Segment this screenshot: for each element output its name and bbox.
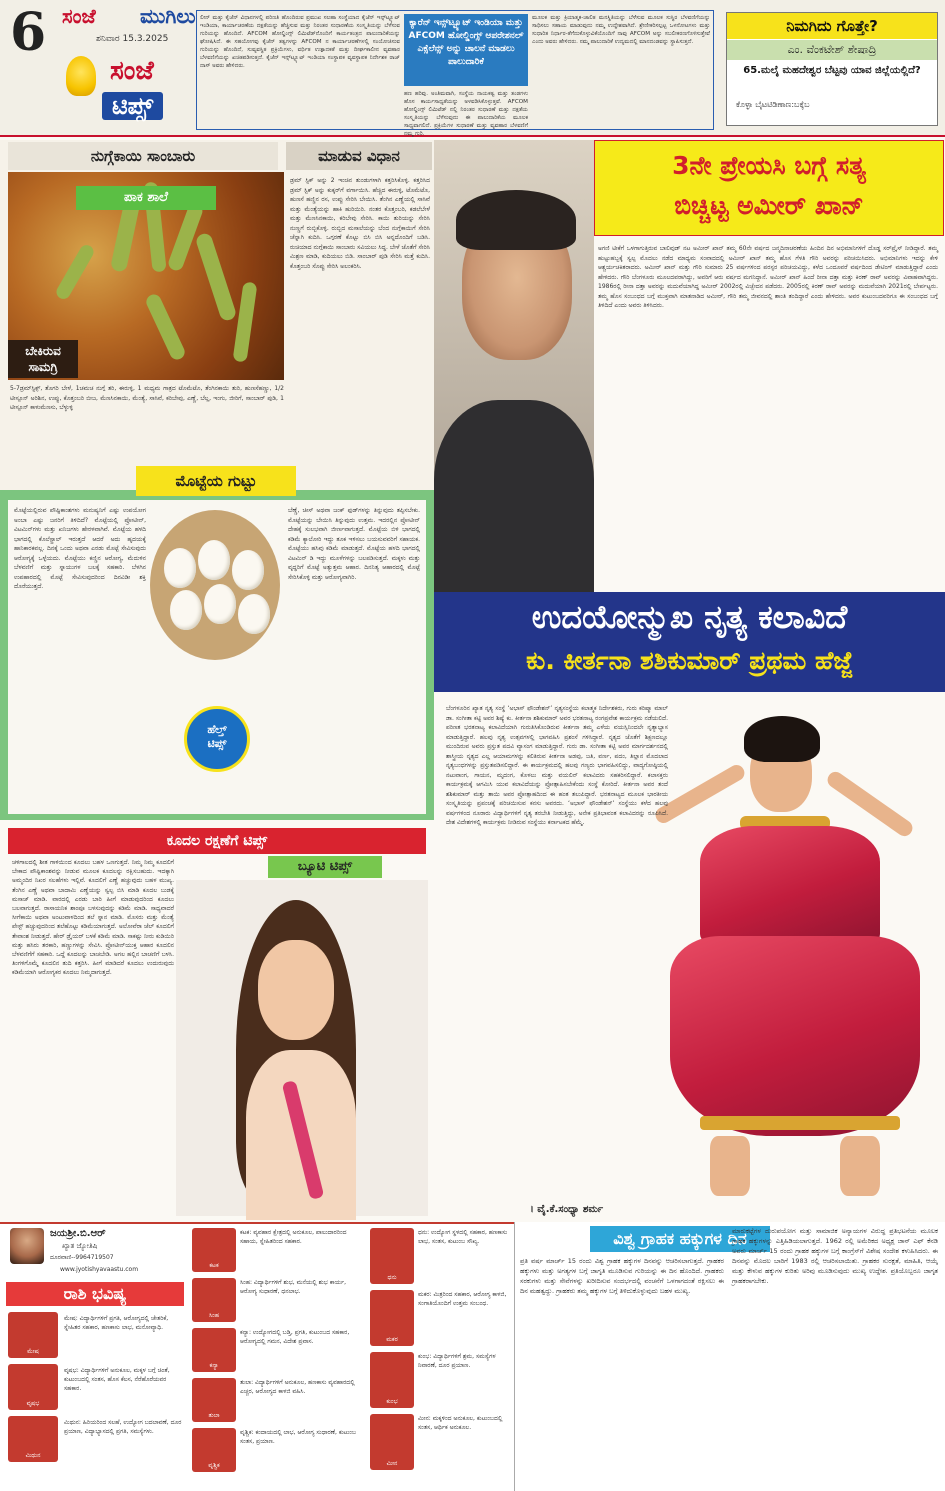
consumer-col2: ಮಾರುಕಟ್ಟೆಗಳ ದುರುಪಯೋಗ ಮತ್ತು ಸಾಮಾಜಿಕ ಅನ್ಯಾಯಗಳ ವಿರುದ್ಧ ಪ್ರತಿಭಟನೆಯ ಮೂಲಕ ಗ್ರಾಹಕ ಹಕ್ಕುಗಳನ್ನು ಎತ್ತಿಹಿಡಿಯಲಾಗುತ್ತದೆ. 1962 ರಲ್ಲಿ ಅಮೆರಿಕದ ಅಧ್ಯಕ್ಷ ಜಾನ್ ಎಫ್ ಕೆನಡಿ ಅವರು ಮಾರ್ಚ್ 15 ರಂದು ಗ್ರಾಹಕ ಹಕ್ಕುಗಳ ಬಗ್ಗೆ ಕಾಂಗ್ರೆಸ್‌ಗೆ ವಿಶೇಷ ಸಂದೇಶ ಕಳುಹಿಸಿದರು. ಈ ದಿನವನ್ನು ಮೊದಲ ಬಾರಿಗೆ 1983 ರಲ್ಲಿ ಆಚರಿಸಲಾಯಿತು. ಗ್ರಾಹಕರ ಸುರಕ್ಷತೆ, ಮಾಹಿತಿ, ಆಯ್ಕೆ ಮತ್ತು ಕೇಳುವ ಹಕ್ಕುಗಳ ಕುರಿತು ಅರಿವು ಮೂಡಿಸುವುದು ಮುಖ್ಯ ಉದ್ದೇಶ. ಪ್ರತಿಯೊಬ್ಬರೂ ಜಾಗೃತ ಗ್ರಾಹಕರಾಗಬೇಕು.	[732, 1227, 938, 1285]
woman-hair-photo	[176, 880, 428, 1216]
astrologer-website[interactable]: www.jyotishyavaastu.com	[60, 1266, 139, 1273]
leo-sign-label: ಸಿಂಹ	[208, 1312, 219, 1319]
avatar	[10, 1228, 44, 1264]
amir-body: ಅಗಣಿ ಟೀಕೆಗೆ ಒಳಗಾಗುತ್ತಿರುವ ಬಾಲಿವುಡ್ ನಟ ಅಮೀರ್ ಖಾನ್ ತಮ್ಮ 60ನೇ ವರ್ಷದ ಜನ್ಮದಿನಾಚರಣೆಯ ಹಿಂದಿನ ದಿನ ಅಭಿಮಾನಿಗಳಿಗೆ ದೊಡ್ಡ ಸರ್‌ಪ್ರೈಸ್ ನೀಡಿದ್ದಾರೆ. ತಮ್ಮ ಹುಟ್ಟುಹಬ್ಬಕ್ಕೆ ಸ್ವಲ್ಪ ಮೊದಲು ನಡೆದ ಮಾಧ್ಯಮ ಸಂವಾದದಲ್ಲಿ ಅಮೀರ್ ಖಾನ್ ತಮ್ಮ ಹೊಸ ಗೆಳತಿ ಗೌರಿ ಅವರನ್ನು ಪರಿಚಯಿಸಿದರು. ಅಭಿಮಾನಿಗಳು ಇದನ್ನು ಕೇಳಿ ಆಶ್ಚರ್ಯಚಕಿತರಾದರು. ಅಮೀರ್ ಖಾನ್ ಮತ್ತು ಗೌರಿ ಸುಮಾರು 25 ವರ್ಷಗಳಿಂದ ಪರಸ್ಪರ ಪರಿಚಯವಿದ್ದು, ಕಳೆದ ಒಂದೂವರೆ ವರ್ಷದಿಂದ ಡೇಟಿಂಗ್ ಮಾಡುತ್ತಿದ್ದಾರೆ ಎಂದು ಹೇಳಿದರು. ಗೌರಿ ಬೆಂಗಳೂರು ಮೂಲದವರಾಗಿದ್ದು, ಅವರಿಗೆ ಆರು ವರ್ಷದ ಮಗನಿದ್ದಾನೆ. ಅಮೀರ್ ಖಾನ್ ಹಿಂದೆ ರೀನಾ ದತ್ತಾ ಮತ್ತು ಕಿರಣ್ ರಾವ್ ಅವರನ್ನು ವಿವಾಹವಾಗಿದ್ದರು. 1986ರಲ್ಲಿ ರೀನಾ ದತ್ತಾ ಅವರನ್ನು ಮದುವೆಯಾಗಿದ್ದ ಅಮೀರ್ 2002ರಲ್ಲಿ ವಿಚ್ಛೇದನ ಪಡೆದರು. 2005ರಲ್ಲಿ ಕಿರಣ್ ರಾವ್ ಅವರನ್ನು ಮದುವೆಯಾಗಿ 2021ರಲ್ಲಿ ಬೇರ್ಪಟ್ಟರು. ತಮ್ಮ ಹೊಸ ಸಂಬಂಧದ ಬಗ್ಗೆ ಮುಕ್ತವಾಗಿ ಮಾತನಾಡಿದ ಅಮೀರ್, ಗೌರಿ ತಮ್ಮ ಜೀವನದಲ್ಲಿ ಶಾಂತಿ ತಂದಿದ್ದಾರೆ ಎಂದು ಹೇಳಿದರು. ಅವರ ಕುಟುಂಬದವರಿಗೂ ಈ ಸಂಬಂಧದ ಬಗ್ಗೆ ತಿಳಿದಿದೆ ಎಂದು ಅವರು ತಿಳಿಸಿದರು.	[598, 245, 938, 309]
health-tips-badge-line1: ಹೆಲ್ತ್	[207, 723, 227, 736]
gemini-prediction: ಮಿಥುನ: ಹಿರಿಯರಿಂದ ಸಲಹೆ, ಉದ್ಯೋಗ ಬದಲಾವಣೆ, ದೂರ ಪ್ರಯಾಣ, ವಿದ್ಯಾಭ್ಯಾಸದಲ್ಲಿ ಪ್ರಗತಿ, ಸಮಸ್ಯೆಗಳು.	[64, 1419, 182, 1435]
aries-sign-label: ಮೇಷ	[27, 1348, 39, 1355]
eggs-bowl-image	[150, 510, 280, 660]
capricorn-sign-label: ಮಕರ	[386, 1336, 398, 1343]
scorpio-prediction: ವೃಶ್ಚಿಕ: ಕಂದಾಯದಲ್ಲಿ ಲಾಭ, ಆರೋಗ್ಯ ಸುಧಾರಣೆ, ಕುಟುಂಬ ಸಂತಸ, ಪ್ರಯಾಣ.	[240, 1429, 356, 1445]
health-tips-badge-line2: ಟಿಪ್ಸ್	[207, 737, 227, 750]
gemini-sign-label: ಮಿಥುನ	[25, 1452, 41, 1459]
sagittarius-sign-label: ಧನು	[387, 1274, 397, 1281]
pisces-prediction: ಮೀನ: ಮಕ್ಕಳಿಂದ ಅನುಕೂಲ, ಕುಟುಂಬದಲ್ಲಿ ಸಂತಸ, ಆರ್ಥಿಕ ಅನುಕೂಲ.	[418, 1415, 503, 1431]
beauty-tips-tag: ಬ್ಯೂಟಿ ಟಿಪ್ಸ್	[268, 856, 382, 878]
pisces-sign-label: ಮೀನ	[386, 1460, 398, 1467]
hair-text: ಚಳಿಗಾಲದಲ್ಲಿ ಶೀತ ಗಾಳಿಯಿಂದ ಕೂದಲು ಬಹಳ ಒಣಗುತ್ತದೆ. ನಿಮ್ಮ ನಿಮ್ಮ ಕೂದಲಿಗೆ ಬೇಕಾದ ಪೌಷ್ಟಿಕಾಂಶವನ್ನು ನೀಡುವ ಮೂಲಕ ಕೂದಲನ್ನು ರಕ್ಷಿಸಬಹುದು. ಇದಕ್ಕಾಗಿ ಅಮ್ಮಂದಿರ ನಿಖರ ಸಲಹೆಗಳು ಇಲ್ಲಿವೆ. ಕೂದಲಿಗೆ ಎಣ್ಣೆ ಹಚ್ಚುವುದು ಬಹಳ ಮುಖ್ಯ. ತೆಂಗಿನ ಎಣ್ಣೆ ಅಥವಾ ಬಾದಾಮಿ ಎಣ್ಣೆಯನ್ನು ಸ್ವಲ್ಪ ಬಿಸಿ ಮಾಡಿ ಕೂದಲ ಬುಡಕ್ಕೆ ಮಸಾಜ್ ಮಾಡಿ. ವಾರದಲ್ಲಿ ಎರಡು ಬಾರಿ ಹೀಗೆ ಮಾಡುವುದರಿಂದ ಕೂದಲು ಬಲವಾಗುತ್ತದೆ. ರಾಸಾಯನಿಕ ಶಾಂಪೂ ಬಳಸುವುದನ್ನು ಕಡಿಮೆ ಮಾಡಿ. ಸಾಧ್ಯವಾದರೆ ಸೀಗೆಕಾಯಿ ಅಥವಾ ಅಂಟುವಾಳದಿಂದ ತಲೆ ಸ್ನಾನ ಮಾಡಿ. ಮೊಸರು ಮತ್ತು ಮೆಂತ್ಯೆ ಪೇಸ್ಟ್ ಹಚ್ಚುವುದರಿಂದ ತಲೆಹೊಟ್ಟು ಕಡಿಮೆಯಾಗುತ್ತದೆ. ಅಲೋವೆರಾ ಜೆಲ್ ಕೂದಲಿಗೆ ತೇವಾಂಶ ನೀಡುತ್ತದೆ. ಹೇರ್ ಡ್ರೈಯರ್ ಬಳಕೆ ಕಡಿಮೆ ಮಾಡಿ. ಸಾಕಷ್ಟು ನೀರು ಕುಡಿಯಿರಿ ಮತ್ತು ಹಸಿರು ತರಕಾರಿ, ಹಣ್ಣುಗಳನ್ನು ಸೇವಿಸಿ. ಪ್ರೋಟೀನ್‌ಯುಕ್ತ ಆಹಾರ ಕೂದಲಿನ ಬೆಳವಣಿಗೆಗೆ ಸಹಕಾರಿ. ಒದ್ದೆ ಕೂದಲನ್ನು ಬಾಚಬೇಡಿ. ಅಗಲ ಹಲ್ಲಿನ ಬಾಚಣಿಗೆ ಬಳಸಿ. ತಿಂಗಳಿಗೊಮ್ಮೆ ಕೂದಲಿನ ತುದಿ ಕತ್ತರಿಸಿ. ಹೀಗೆ ಮಾಡಿದರೆ ಕೂದಲು ಉದುರುವುದು ಕಡಿಮೆಯಾಗಿ ಆರೋಗ್ಯಕರ ಕೂದಲು ನಿಮ್ಮದಾಗುತ್ತದೆ.	[12, 859, 174, 977]
virgo-prediction: ಕನ್ಯಾ: ಉದ್ಯೋಗದಲ್ಲಿ ಬಡ್ತಿ, ಪ್ರಗತಿ, ಕುಟುಂಬದ ಸಹಕಾರ, ಆರೋಗ್ಯದಲ್ಲಿ ಗಮನ, ವಿದೇಶ ಪ್ರವಾಸ.	[240, 1329, 350, 1345]
recipe-ingredients-tag-line1: ಬೇಕಿರುವ	[25, 344, 61, 358]
masthead-title-part2: ಮುಗಿಲು	[140, 4, 196, 28]
amir-headline-line1: 3ನೇ ಪ್ರೇಯಸಿ ಬಗ್ಗೆ ಸತ್ಯ	[672, 151, 866, 180]
quiz-answer-label: ಕೊಳ್ಳಾ ಬೈಟಟಿಡಿಣಾಣ:ಬಕ್ಕೆಬ	[736, 100, 810, 109]
page-number: 6	[10, 2, 47, 63]
amir-headline-line2: ಬಿಚ್ಚಿಟ್ಟ ಅಮೀರ್ ಖಾನ್	[674, 191, 864, 220]
recipe-ingredients-tag-line2: ಸಾಮಗ್ರಿ	[28, 360, 58, 374]
bulb-icon	[66, 56, 96, 96]
astrologer-title: ಖ್ಯಾತ ಜ್ಯೋತಿಷಿ	[62, 1242, 98, 1250]
consumer-col1: ಪ್ರತಿ ವರ್ಷ ಮಾರ್ಚ್ 15 ರಂದು ವಿಶ್ವ ಗ್ರಾಹಕ ಹಕ್ಕುಗಳ ದಿನವನ್ನು ಆಚರಿಸಲಾಗುತ್ತದೆ. ಗ್ರಾಹಕರ ಹಕ್ಕುಗಳು ಮತ್ತು ಅಗತ್ಯಗಳ ಬಗ್ಗೆ ಜಾಗೃತಿ ಮೂಡಿಸುವ ಗುರಿಯನ್ನು ಈ ದಿನ ಹೊಂದಿದೆ. ಗ್ರಾಹಕರು ಸರಕುಗಳು ಮತ್ತು ಸೇವೆಗಳನ್ನು ಖರೀದಿಸುವ ಸಂದರ್ಭದಲ್ಲಿ ವಂಚನೆಗೆ ಒಳಗಾಗದಂತೆ ರಕ್ಷಿಸಲು ಈ ದಿನ ಮಹತ್ವದ್ದು. ಗ್ರಾಹಕರು ತಮ್ಮ ಹಕ್ಕುಗಳ ಬಗ್ಗೆ ತಿಳಿದುಕೊಳ್ಳುವುದು ಬಹಳ ಮುಖ್ಯ.	[520, 1257, 724, 1295]
quiz-title: ನಿಮಗಿದು ಗೊತ್ತೇ?	[727, 13, 937, 39]
cancer-prediction: ಕಟಕ: ವ್ಯವಹಾರ ಕ್ಷೇತ್ರದಲ್ಲಿ ಅನುಕೂಲ, ಪಾಲುದಾರರಿಂದ ಸಹಾಯ, ಸ್ನೇಹಿತರಿಂದ ಸಹಕಾರ.	[240, 1229, 347, 1245]
capricorn-prediction: ಮಕರ: ಮಿತ್ರರಿಂದ ಸಹಕಾರ, ಆರೋಗ್ಯ ಕಾಳಜಿ, ಸಂಗಾತಿಯೊಂದಿಗೆ ಉತ್ತಮ ಸಂಬಂಧ.	[418, 1291, 507, 1307]
masthead-title-part1: ಸಂಜೆ	[62, 4, 96, 28]
amir-khan-photo	[434, 140, 594, 592]
recipe-method-tag: ಮಾಡುವ ವಿಧಾನ	[286, 142, 432, 170]
dancer-body: ಬೆಂಗಳೂರಿನ ಖ್ಯಾತ ನೃತ್ಯ ಸಂಸ್ಥೆ ‘ಅಭಾಸ್ ಫೌಂಡೇಶನ್’ ನೃತ್ಯಸಂಸ್ಥೆಯ ಕಲಾತ್ಮಕ ನಿರ್ದೇಶಕರು, ಗುರು ಕರಿಷ್ಮಾ ಮಾಲ್ ಡಾ. ಸಂಗೀತಾ ಕಟ್ಟಿ ಅವರ ಶಿಷ್ಯೆ ಕು. ಕೀರ್ತನಾ ಶಶಿಕುಮಾರ್ ಅವರ ಭರತನಾಟ್ಯ ರಂಗಪ್ರವೇಶ ಕಾರ್ಯಕ್ರಮ ನಡೆಯಲಿದೆ. ಪರಿಣತ ಭರತನಾಟ್ಯ ಕಲಾವಿದೆಯಾಗಿ ಗುರುತಿಸಿಕೊಂಡಿರುವ ಕೀರ್ತನಾ ತಮ್ಮ ಎಳೆಯ ವಯಸ್ಸಿನಿಂದಲೇ ನೃತ್ಯಾಭ್ಯಾಸ ಮಾಡುತ್ತಿದ್ದಾರೆ. ಹಲವು ನೃತ್ಯ ಉತ್ಸವಗಳಲ್ಲಿ ಭಾಗವಹಿಸಿ ಪ್ರಶಂಸೆ ಗಳಿಸಿದ್ದಾರೆ. ನೃತ್ಯದ ಜೊತೆಗೆ ಶಿಕ್ಷಣದಲ್ಲೂ ಮುಂದಿರುವ ಅವರು ಪ್ರಸ್ತುತ ಪದವಿ ವ್ಯಾಸಂಗ ಮಾಡುತ್ತಿದ್ದಾರೆ. ಗುರು ಡಾ. ಸಂಗೀತಾ ಕಟ್ಟಿ ಅವರ ಮಾರ್ಗದರ್ಶನದಲ್ಲಿ ಶಾಸ್ತ್ರೀಯ ನೃತ್ಯದ ಎಲ್ಲ ಆಯಾಮಗಳನ್ನು ಕಲಿತಿರುವ ಕೀರ್ತನಾ ಅಡವು, ಜತಿ, ವರ್ಣ, ಪದಂ, ತಿಲ್ಲಾನ ಮೊದಲಾದ ನೃತ್ಯಬಂಧಗಳನ್ನು ಪ್ರಸ್ತುತಪಡಿಸಲಿದ್ದಾರೆ. ಈ ಕಾರ್ಯಕ್ರಮದಲ್ಲಿ ಹಲವು ಗಣ್ಯರು ಭಾಗವಹಿಸಲಿದ್ದು, ವಾದ್ಯಗೋಷ್ಠಿಯಲ್ಲಿ ನಟುವಾಂಗ, ಗಾಯನ, ಮೃದಂಗ, ಕೊಳಲು ಮತ್ತು ವಯಲಿನ್ ಕಲಾವಿದರು ಸಹಕರಿಸಲಿದ್ದಾರೆ. ಕಲಾಸಕ್ತರು ಕಾರ್ಯಕ್ರಮಕ್ಕೆ ಆಗಮಿಸಿ ಯುವ ಕಲಾವಿದೆಯನ್ನು ಪ್ರೋತ್ಸಾಹಿಸಬೇಕೆಂದು ಸಂಸ್ಥೆ ಕೋರಿದೆ. ಕೀರ್ತನಾ ಅವರ ತಂದೆ ಶಶಿಕುಮಾರ್ ಮತ್ತು ತಾಯಿ ಅವರ ಪ್ರೋತ್ಸಾಹದಿಂದ ಈ ಹಂತ ತಲುಪಿದ್ದಾರೆ. ಭರತನಾಟ್ಯದ ಮೂಲಕ ಭಾರತೀಯ ಸಂಸ್ಕೃತಿಯನ್ನು ಪ್ರಪಂಚಕ್ಕೆ ಪರಿಚಯಿಸುವ ಕನಸು ಅವರದು. ‘ಅಭಾಸ್ ಫೌಂಡೇಶನ್’ ಸಂಸ್ಥೆಯು ಕಳೆದ ಹಲವು ವರ್ಷಗಳಿಂದ ನೂರಾರು ವಿದ್ಯಾರ್ಥಿಗಳಿಗೆ ನೃತ್ಯ ತರಬೇತಿ ನೀಡುತ್ತಿದ್ದು, ಅನೇಕ ಪ್ರತಿಭಾವಂತ ಕಲಾವಿದರನ್ನು ರೂಪಿಸಿದೆ. ದೇಶ ವಿದೇಶಗಳಲ್ಲಿ ಕಾರ್ಯಕ್ರಮ ನೀಡಿರುವ ಸಂಸ್ಥೆಯು ಕರ್ನಾಟಕದ ಹೆಮ್ಮೆ.	[446, 705, 668, 826]
masthead-date: ಶನಿವಾರ 15.3.2025	[96, 34, 169, 44]
aquarius-sign-label: ಕುಂಭ	[386, 1398, 398, 1405]
dancer-photo	[640, 696, 945, 1220]
astrologer-name: ಜಯಶ್ರೀ.ಬಿ.ಆರ್	[50, 1228, 106, 1239]
section-logo-bottom: ಟಿಪ್ಸ್	[102, 92, 163, 120]
section-logo-top: ಸಂಜೆ	[110, 56, 154, 86]
hair-band: ಕೂದಲ ರಕ್ಷಣೆಗೆ ಟಿಪ್ಸ್	[8, 828, 426, 854]
recipe-ingredients-text: 5-7ಡ್ರಮ್‌ಸ್ಟಿಕ್ಸ್, ತೊಗರಿ ಬೇಳೆ, 1ಚಮಚ ನುಗ್ಗೆ ತರಿ, ಈರುಳ್ಳಿ, 1 ಮಧ್ಯಮ ಗಾತ್ರದ ಟೊಮೆಟೊ, ತೆಂಗಿನಕಾಯಿ ತುರಿ, ಹುಣಸೆಹಣ್ಣು, 1/2 ಟೀಸ್ಪೂನ್ ಅರಿಶಿನ, ಉಪ್ಪು, ಕೊತ್ತಂಬರಿ ಬೀಜ, ಮೆಣಸಿನಕಾಯಿ, ಮೆಂತ್ಯೆ, ಸಾಸಿವೆ, ಕರಿಬೇವು, ಎಣ್ಣೆ, ಬೆಲ್ಲ, ಇಂಗು, ಜೀರಿಗೆ, ಸಾಂಬಾರ್ ಪುಡಿ, 1 ಟೀಸ್ಪೂನ್ ಕಾಳುಮೆಣಸು, ಬೆಳ್ಳುಳ್ಳಿ	[10, 385, 284, 411]
aries-prediction: ಮೇಷ: ವಿದ್ಯಾರ್ಥಿಗಳಿಗೆ ಪ್ರಗತಿ, ಆರೋಗ್ಯದಲ್ಲಿ ಚೇತರಿಕೆ, ಸ್ನೇಹಿತರ ಸಹಕಾರ, ಹಣಕಾಸು ಲಾಭ, ಮನೋವ್ಯಾಧಿ.	[64, 1315, 169, 1331]
quiz-author: ಎಂ. ವೆಂಕಟೇಶ್ ಶೇಷಾದ್ರಿ	[727, 40, 937, 60]
aquarius-prediction: ಕುಂಭ: ವಿದ್ಯಾರ್ಥಿಗಳಿಗೆ ಶ್ರಮ, ಸಮಸ್ಯೆಗಳ ನಿವಾರಣೆ, ದೂರ ಪ್ರಯಾಣ.	[418, 1353, 496, 1369]
rashi-band: ರಾಶಿ ಭವಿಷ್ಯ	[6, 1282, 184, 1306]
dancer-headline-line2: ಕು. ಕೀರ್ತನಾ ಶಶಿಕುಮಾರ್ ಪ್ರಥಮ ಹೆಜ್ಜೆ	[526, 646, 853, 675]
recipe-section-tag: ಪಾಕ ಶಾಲೆ	[76, 186, 216, 210]
taurus-sign-label: ವೃಷಭ	[26, 1400, 40, 1407]
leo-prediction: ಸಿಂಹ: ವಿದ್ಯಾರ್ಥಿಗಳಿಗೆ ಶುಭ, ಮನೆಯಲ್ಲಿ ಶುಭ ಕಾರ್ಯ, ಆರೋಗ್ಯ ಸುಧಾರಣೆ, ಧನಲಾಭ.	[240, 1279, 347, 1295]
libra-prediction: ತುಲಾ: ವಿದ್ಯಾರ್ಥಿಗಳಿಗೆ ಅನುಕೂಲ, ಹಣಕಾಸು ವ್ಯವಹಾರದಲ್ಲಿ ಎಚ್ಚರ, ಆರೋಗ್ಯದ ಕಾಳಜಿ ವಹಿಸಿ.	[240, 1379, 355, 1395]
recipe-dish-title: ನುಗ್ಗೆಕಾಯಿ ಸಾಂಬಾರು	[8, 142, 278, 170]
dancer-byline: । ವೈ.ಕೆ.ಸಂಧ್ಯಾ ಶರ್ಮ	[530, 1204, 604, 1215]
dancer-headline-line1: ಉದಯೋನ್ಮುಖ ನೃತ್ಯ ಕಲಾವಿದೆ	[531, 598, 848, 636]
scorpio-sign-label: ವೃಶ್ಚಿಕ	[208, 1462, 220, 1469]
astrologer-phone: ದೂರವಾಣಿ--9964719507	[50, 1254, 114, 1261]
afcom-col2: ಮೂಲಕ ಮತ್ತು ಕ್ರಿಯಾತ್ಮಕ-ಚಾಲಿತ ಮನಸ್ಥಿತಿಯನ್ನು ಬೆಳೆಸುವ ಮೂಲಕ ಸುಸ್ಥಿರ ಬೆಳವಣಿಗೆಯನ್ನು ಸಾಧಿಸಲು ಸಹಾಯ ಮಾಡುವುದು ನಮ್ಮ ಉದ್ದೇಶವಾಗಿದೆ. ಶ್ರೇಣೀಕರಿಸಲ್ಪಟ್ಟ ಒಳನೋಟಗಳು ಮತ್ತು ಸುಧಾರಿತ ನಿರ್ಧಾರ-ತೆಗೆದುಕೊಳ್ಳುವಿಕೆಯೊಂದಿಗೆ ನಾವು AFCOM ಅನ್ನು ಸಬಲೀಕರಣಗೊಳಿಸುತ್ತೇವೆ ಎಂದು ಅವರು ಹೇಳಿದರು. ನಮ್ಮ ಪಾಲುದಾರಿಕೆ ಉದ್ಯಮದಲ್ಲಿ ಮಾನದಂಡವನ್ನು ಸ್ಥಾಪಿಸುತ್ತದೆ.	[532, 15, 710, 45]
eggs-col1: ಮೊಟ್ಟೆಯಲ್ಲಿರುವ ಪೌಷ್ಟಿಕಾಂಶಗಳು ಮನುಷ್ಯನಿಗೆ ಎಷ್ಟು ಉಪಯೋಗ ಅಂಬಾ ಎಷ್ಟು ಜನರಿಗೆ ತಿಳಿದಿದೆ? ಮೊಟ್ಟೆಯಲ್ಲಿ ಪ್ರೋಟೀನ್, ವಿಟಮಿನ್‌ಗಳು ಮತ್ತು ಖನಿಜಗಳು ಹೇರಳವಾಗಿವೆ. ಮೊಟ್ಟೆಯ ಹಳದಿ ಭಾಗದಲ್ಲಿ ಕೊಲೆಸ್ಟ್ರಾಲ್ ಇರುತ್ತದೆ ಆದರೆ ಅದು ಹೃದಯಕ್ಕೆ ಹಾನಿಕಾರಕವಲ್ಲ. ದಿನಕ್ಕೆ ಒಂದು ಅಥವಾ ಎರಡು ಮೊಟ್ಟೆ ಸೇವಿಸುವುದು ಆರೋಗ್ಯಕ್ಕೆ ಒಳ್ಳೆಯದು. ಮೊಟ್ಟೆಯು ಕಣ್ಣಿನ ಆರೋಗ್ಯ, ಮೆದುಳಿನ ಬೆಳವಣಿಗೆ ಮತ್ತು ಸ್ನಾಯುಗಳ ಬಲಕ್ಕೆ ಸಹಕಾರಿ. ಬೆಳಗಿನ ಉಪಹಾರದಲ್ಲಿ ಮೊಟ್ಟೆ ಸೇವಿಸುವುದರಿಂದ ದಿನವಿಡೀ ಶಕ್ತಿ ದೊರೆಯುತ್ತದೆ.	[14, 507, 146, 590]
libra-sign-label: ತುಲಾ	[208, 1412, 220, 1419]
afcom-col3: ಹಣ ಹರಿವು. ಅಂತಿಮವಾಗಿ, ಸಂಸ್ಥೆಯ ನಾಯಕತ್ವ ಮತ್ತು ತಂಡಗಳು ಹೊಸ ಕಾರ್ಯಸಾಧ್ಯತೆಯನ್ನು ಅಳವಡಿಸಿಕೊಳ್ಳುತ್ತವೆ. AFCOM ಹೋಲ್ಡಿಂಗ್ಸ್ ಲಿಮಿಟೆಡ್ ನಲ್ಲಿ ನಿರಂತರ ಸುಧಾರಣೆ ಮತ್ತು ದಕ್ಷತೆಯ ಸಂಸ್ಕೃತಿಯನ್ನು ಬೆಳೆಸುವುದು ಈ ಪಾಲುದಾರಿಕೆಯ ಮೂಲಕ ಸಾಧ್ಯವಾಗಲಿದೆ. ಪ್ರಕ್ರಿಯೆಗಳ ಸುಧಾರಣೆ ಮತ್ತು ವ್ಯವಹಾರ ಬೆಳವಣಿಗೆ ನಮ್ಮ ಗುರಿ.	[404, 91, 528, 137]
afcom-heading: ಕ್ಯಾರೆನ್ ಇನ್ಸ್‌ಟ್ಟ್ಯೂಟ್ ಇಂಡಿಯಾ ಮತ್ತು AFCOM ಹೋಲ್ಡಿಂಗ್ಸ್ ಆಪರೇಶನಲ್ ಎಕ್ಸೆಲೆನ್ಸ್ ಅನ್ನು ಚಾಲನೆ ಮಾಡಲು ಪಾಲುದಾರಿಕೆ	[404, 14, 528, 86]
recipe-method-text: ಡ್ರಮ್ ಸ್ಟಿಕ್ ಅನ್ನು 2 ಇಂಚಿನ ತುಂಡುಗಳಾಗಿ ಕತ್ತರಿಸಿಕೊಳ್ಳಿ. ಕತ್ತರಿಸಿದ ಡ್ರಮ್ ಸ್ಟಿಕ್ ಅನ್ನು ಕುಕ್ಕರ್‌ಗೆ ವರ್ಗಾಯಿಸಿ. ಹೆಚ್ಚಿದ ಈರುಳ್ಳಿ, ಟೊಮೆಟೊ, ಹುಣಸೆ ಹಣ್ಣಿನ ರಸ, ಉಪ್ಪು ಸೇರಿಸಿ ಬೇಯಿಸಿ. ತೆಂಗಿನ ಎಣ್ಣೆಯಲ್ಲಿ ಸಾಸಿವೆ ಮತ್ತು ಮೆಂತ್ಯೆಯನ್ನು ಹಾಕಿ ಹುರಿಯಿರಿ. ನಂತರ ಕೊತ್ತಂಬರಿ, ಕಡಲೆಬೇಳೆ ಮತ್ತು ಮೆಣಸಿನಕಾಯಿ, ಕರಿಬೇವು ಸೇರಿಸಿ. ಕಾಯಿ ತುರಿಯನ್ನು ಸೇರಿಸಿ ನುಣ್ಣಗೆ ರುಬ್ಬಿಕೊಳ್ಳಿ. ರುಬ್ಬಿದ ಮಸಾಲೆಯನ್ನು ಬೆಂದ ನುಗ್ಗೆಕಾಯಿಗೆ ಸೇರಿಸಿ ಚೆನ್ನಾಗಿ ಕುದಿಸಿ. ಒಗ್ಗರಣೆ ಕೊಟ್ಟು ಬಿಸಿ ಬಿಸಿ ಅನ್ನದೊಂದಿಗೆ ಬಡಿಸಿ. ರುಚಿಯಾದ ನುಗ್ಗೆಕಾಯಿ ಸಾಂಬಾರು ಸವಿಯಲು ಸಿದ್ಧ. ಬೇಳೆ ಜೊತೆಗೆ ಸೇರಿಸಿ ಮಿಶ್ರಣ ಮಾಡಿ, ಕುದಿಯಲು ಬಿಡಿ. ಸಾಂಬಾರ್ ಪುಡಿ ಸೇರಿಸಿ ಮತ್ತೆ ಕುದಿಸಿ. ಕೊತ್ತಂಬರಿ ಸೊಪ್ಪು ಸೇರಿಸಿ ಅಲಂಕರಿಸಿ.	[290, 177, 430, 270]
consumer-band: ವಿಶ್ವ ಗ್ರಾಹಕ ಹಕ್ಕುಗಳ ದಿನ	[590, 1226, 770, 1252]
afcom-col1: ಲೀನ್ ಮತ್ತು ಕೈಜೆನ್ ವಿಧಾನಗಳಲ್ಲಿ ಪರಿಣತಿ ಹೊಂದಿರುವ ಪ್ರಮುಖ ಸಲಹಾ ಸಂಸ್ಥೆಯಾದ ಕೈಜೆನ್ ಇನ್ಸ್‌ಟ್ಟ್ಯೂಟ್ ಇಂಡಿಯಾ, ಕಾರ್ಯಾಚರಣೆಯ ದಕ್ಷತೆಯನ್ನು ಹೆಚ್ಚಿಸುವ ಮತ್ತು ನಿರಂತರ ಸುಧಾರಣೆಯ ಸಂಸ್ಕೃತಿಯನ್ನು ಬೆಳೆಸುವ ಗುರಿಯನ್ನು ಹೊಂದಿದೆ. AFCOM ಹೋಲ್ಡಿಂಗ್ಸ್ ಲಿಮಿಟೆಡ್‌ನೊಂದಿಗೆ ಕಾರ್ಯತಂತ್ರದ ಪಾಲುದಾರಿಕೆಯನ್ನು ಘೋಷಿಸಿದೆ. ಈ ಸಹಯೋಗವು ಕೈಜೆನ್ ತತ್ವಗಳನ್ನು AFCOM ನ ಕಾರ್ಯಾಚರಣೆಗಳಲ್ಲಿ ಸಂಯೋಜಿಸುವ ಗುರಿಯನ್ನು ಹೊಂದಿದೆ, ಸುವ್ಯವಸ್ಥಿತ ಪ್ರಕ್ರಿಯೆಗಳು, ವರ್ಧಿತ ಉತ್ಪಾದಕತೆ ಮತ್ತು ದೀರ್ಘಕಾಲೀನ ವ್ಯವಹಾರ ಬೆಳವಣಿಗೆಯನ್ನು ಖಚಿತಪಡಿಸುತ್ತದೆ. ಕೈಜೆನ್ ಇನ್ಸ್‌ಟ್ಟ್ಯೂಟ್ ಇಂಡಿಯಾ ಸಂಸ್ಥಾಪಕ ವ್ಯವಸ್ಥಾಪಕ ನಿರ್ದೇಶಕ ರಾಜ್ ದಾಸ್ ಅವರು ಹೇಳಿದರು.	[200, 15, 400, 69]
taurus-prediction: ವೃಷಭ: ವಿದ್ಯಾರ್ಥಿಗಳಿಗೆ ಅನುಕೂಲ, ಮಕ್ಕಳ ಬಗ್ಗೆ ಚಿಂತೆ, ಕುಟುಂಬದಲ್ಲಿ ಸಂತಸ, ಹೊಸ ಕೆಲಸ, ನೆರೆಹೊರೆಯವರ ಸಹಕಾರ.	[64, 1367, 170, 1392]
eggs-tag: ಮೊಟ್ಟೆಯ ಗುಟ್ಟು	[136, 466, 296, 496]
sagittarius-prediction: ಧನು: ಉದ್ಯೋಗ ಸ್ಥಳದಲ್ಲಿ ಸಹಕಾರ, ಹಣಕಾಸು ಲಾಭ, ಸಂತಸ, ಕುಟುಂಬ ಸೌಖ್ಯ.	[418, 1229, 508, 1245]
eggs-col2: ಬೆಣ್ಣೆ, ಚೀಸ್ ಅಥವಾ ಜಂಕ್ ಫುಡ್‌ಗಳನ್ನು ತಿನ್ನುವುದು ತಪ್ಪಿಸಬೇಕು. ಮೊಟ್ಟೆಯನ್ನು ಬೇಯಿಸಿ ತಿನ್ನುವುದು ಉತ್ತಮ. ಇದರಲ್ಲಿನ ಪ್ರೋಟೀನ್ ದೇಹಕ್ಕೆ ಸುಲಭವಾಗಿ ಜೀರ್ಣವಾಗುತ್ತದೆ. ಮೊಟ್ಟೆಯ ಬಿಳಿ ಭಾಗದಲ್ಲಿ ಕಡಿಮೆ ಕ್ಯಾಲೋರಿ ಇದ್ದು ತೂಕ ಇಳಿಸಲು ಬಯಸುವವರಿಗೆ ಸಹಾಯಕ. ಮೊಟ್ಟೆಯು ಹಸಿವು ಕಡಿಮೆ ಮಾಡುತ್ತದೆ. ಮೊಟ್ಟೆಯ ಹಳದಿ ಭಾಗದಲ್ಲಿ ವಿಟಮಿನ್ ಡಿ ಇದ್ದು ಮೂಳೆಗಳನ್ನು ಬಲಪಡಿಸುತ್ತದೆ. ಮಕ್ಕಳು ಮತ್ತು ವೃದ್ಧರಿಗೆ ಮೊಟ್ಟೆ ಅತ್ಯುತ್ತಮ ಆಹಾರ. ದಿನನಿತ್ಯ ಆಹಾರದಲ್ಲಿ ಮೊಟ್ಟೆ ಸೇರಿಸಿಕೊಳ್ಳಿ ಮತ್ತು ಆರೋಗ್ಯವಾಗಿರಿ.	[288, 507, 420, 581]
recipe-ingredients-tag	[8, 340, 78, 378]
virgo-sign-label: ಕನ್ಯಾ	[209, 1362, 219, 1369]
health-tips-badge	[184, 706, 250, 772]
quiz-question: 65.ಮಲೈ ಮಹದೇಶ್ವರ ಬೆಟ್ಟವು ಯಾವ ಜಿಲ್ಲೆಯಲ್ಲಿದೆ?	[743, 65, 921, 76]
cancer-sign-label: ಕಟಕ	[209, 1262, 219, 1269]
